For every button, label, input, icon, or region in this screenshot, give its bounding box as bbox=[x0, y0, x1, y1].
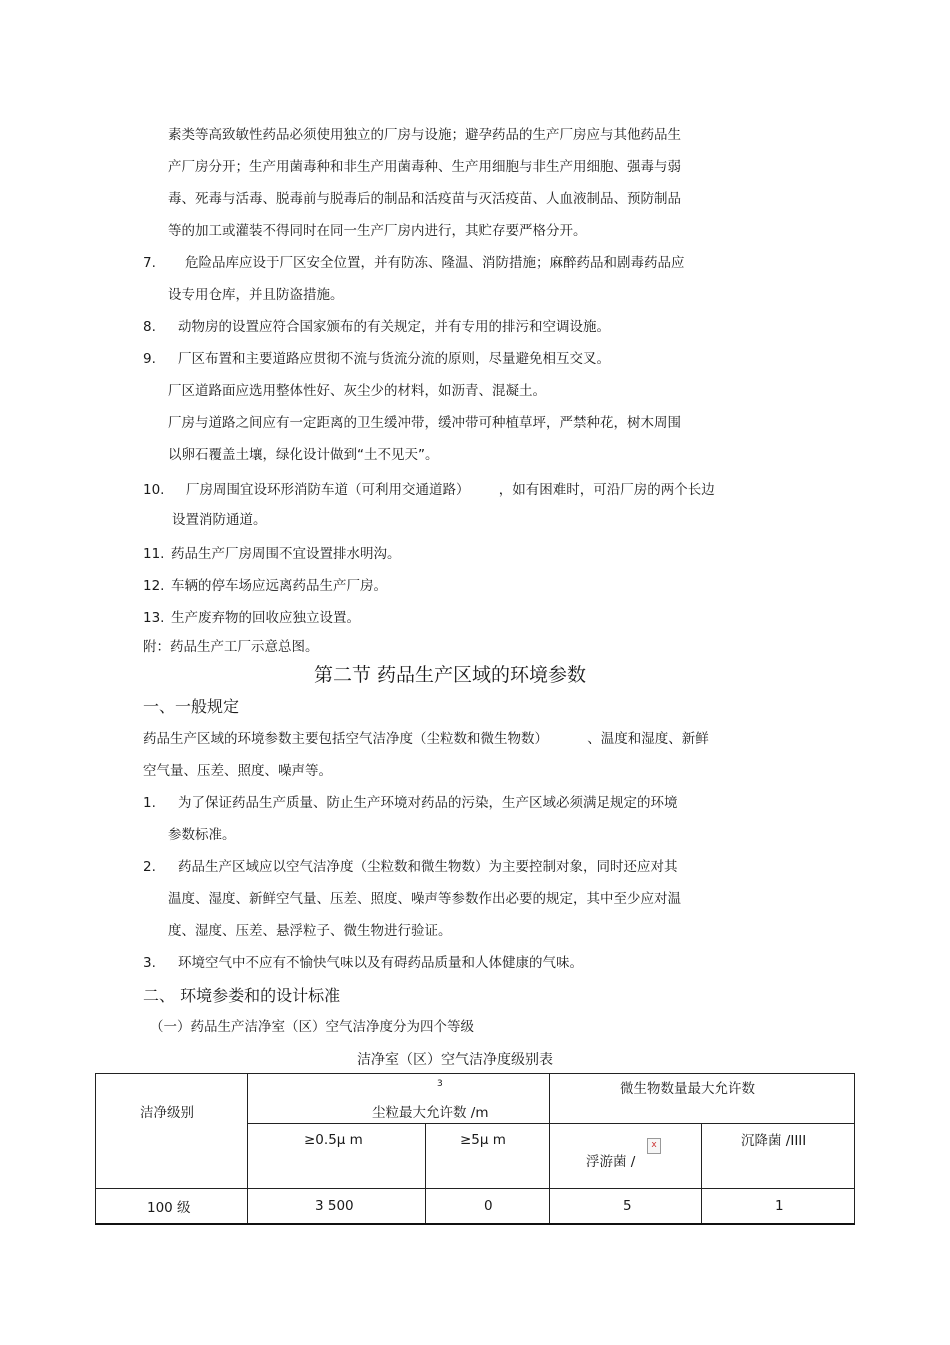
cleanliness-grade-table bbox=[95, 1073, 855, 1225]
broken-image-icon: x bbox=[647, 1138, 661, 1154]
list-text: 环境空气中不应有不愉快气味以及有碍药品质量和人体健康的气味。 bbox=[178, 955, 583, 971]
table-row bbox=[96, 1189, 855, 1224]
list-number: 12. bbox=[143, 578, 165, 594]
header-microbe: 微生物数量最大允许数 bbox=[550, 1074, 855, 1124]
text-line: 等的加工或灌装不得同时在同一生产厂房内进行，其贮存要严格分开。 bbox=[168, 223, 587, 239]
list-item-2 bbox=[143, 857, 678, 877]
header-5um: ≥5μ m bbox=[426, 1124, 550, 1189]
text-line: 参数标准。 bbox=[168, 827, 236, 843]
list-item-9 bbox=[143, 349, 610, 369]
list-number: 13. bbox=[143, 610, 165, 626]
text-line: 设专用仓库，并且防盗措施。 bbox=[168, 287, 344, 303]
subsection-title: 二、 环境参娄和的设计标准 bbox=[143, 986, 341, 1005]
text-line: 度、湿度、压差、悬浮粒子、微生物进行验证。 bbox=[168, 923, 452, 939]
list-number: 11. bbox=[143, 546, 165, 562]
header-floating-bacteria: 浮游菌 / x bbox=[550, 1124, 702, 1189]
list-text: 车辆的停车场应远离药品生产厂房。 bbox=[171, 578, 387, 594]
list-number: 2. bbox=[143, 859, 156, 875]
text-line: 温度、湿度、新鲜空气量、压差、照度、噪声等参数作出必要的规定，其中至少应对温 bbox=[168, 891, 681, 907]
text-line: 产厂房分开；生产用菌毒种和非生产用菌毒种、生产用细胞与非生产用细胞、强毒与弱 bbox=[168, 159, 681, 175]
header-grade: 洁净级别 bbox=[96, 1074, 248, 1189]
list-number: 10. bbox=[143, 482, 165, 498]
list-text: 动物房的设置应符合国家颁布的有关规定，并有专用的排污和空调设施。 bbox=[178, 319, 610, 335]
cell-grade: 100 级 bbox=[96, 1189, 248, 1224]
subsection-item: （一）药品生产洁净室（区）空气洁净度分为四个等级 bbox=[150, 1019, 474, 1035]
list-text: 为了保证药品生产质量、防止生产环境对药品的污染，生产区域必须满足规定的环境 bbox=[178, 795, 678, 811]
text-line: 厂房与道路之间应有一定距离的卫生缓冲带，缓冲带可种植草坪，严禁种花，树木周围 bbox=[168, 415, 681, 431]
text-segment: 药品生产区域的环境参数主要包括空气洁净度（尘粒数和微生物数） bbox=[143, 731, 542, 747]
list-text: 厂区布置和主要道路应贯彻不流与货流分流的原则，尽量避免相互交叉。 bbox=[178, 351, 610, 367]
subsection-title: 一、一般规定 bbox=[143, 697, 240, 716]
list-number: 9. bbox=[143, 351, 156, 367]
text-line: 素类等高致敏性药品必须使用独立的厂房与设施；避孕药品的生产厂房应与其他药品生 bbox=[168, 127, 681, 143]
header-settling-bacteria: 沉降菌 /IIII bbox=[702, 1124, 855, 1189]
header-0.5um: ≥0.5μ m bbox=[248, 1124, 426, 1189]
cell-settling: 1 bbox=[702, 1189, 855, 1224]
list-text-continued: ，如有困难时，可沿厂房的两个长边 bbox=[498, 482, 715, 498]
list-text: 生产废弃物的回收应独立设置。 bbox=[171, 610, 360, 626]
text-line bbox=[143, 729, 709, 749]
section-title: 第二节 药品生产区域的环境参数 bbox=[314, 664, 587, 686]
list-text: 药品生产厂房周围不宜设置排水明沟。 bbox=[171, 546, 401, 562]
cell-floating: 5 bbox=[550, 1189, 702, 1224]
list-item-13 bbox=[143, 608, 360, 628]
list-item-1 bbox=[143, 793, 678, 813]
list-text: 厂房周围宜设环形消防车道（可利用交通道路） bbox=[186, 482, 463, 498]
text-line: 以卵石覆盖土壤，绿化设计做到“土不见天”。 bbox=[168, 447, 439, 463]
cell-0.5um: 3 500 bbox=[248, 1189, 426, 1224]
text-line: 设置消防通道。 bbox=[172, 512, 267, 528]
cell-5um: 0 bbox=[426, 1189, 550, 1224]
list-number: 3. bbox=[143, 955, 156, 971]
list-number: 1. bbox=[143, 795, 156, 811]
list-item-7 bbox=[143, 253, 685, 273]
appendix-note: 附：药品生产工厂示意总图。 bbox=[143, 639, 319, 655]
text-line: 厂区道路面应选用整体性好、灰尘少的材料，如沥青、混凝土。 bbox=[168, 383, 546, 399]
list-item-11 bbox=[143, 544, 401, 564]
list-number: 7. bbox=[143, 255, 156, 271]
list-item-12 bbox=[143, 576, 387, 596]
list-number: 8. bbox=[143, 319, 156, 335]
list-text: 药品生产区域应以空气洁净度（尘粒数和微生物数）为主要控制对象，同时还应对其 bbox=[178, 859, 678, 875]
list-item-10 bbox=[143, 480, 715, 500]
list-text: 危险品库应设于厂区安全位置，并有防冻、隆温、消防措施；麻醉药品和剧毒药品应 bbox=[185, 255, 685, 271]
list-item-3 bbox=[143, 953, 583, 973]
text-segment: 、温度和湿度、新鲜 bbox=[587, 731, 709, 747]
text-line: 空气量、压差、照度、噪声等。 bbox=[143, 763, 332, 779]
list-item-8 bbox=[143, 317, 610, 337]
text-line: 毒、死毒与活毒、脱毒前与脱毒后的制品和活疫苗与灭活疫苗、人血液制品、预防制品 bbox=[168, 191, 681, 207]
header-particle: 3 尘粒最大允许数 /m bbox=[248, 1074, 550, 1124]
table-caption: 洁净室（区）空气洁净度级别表 bbox=[357, 1052, 553, 1068]
